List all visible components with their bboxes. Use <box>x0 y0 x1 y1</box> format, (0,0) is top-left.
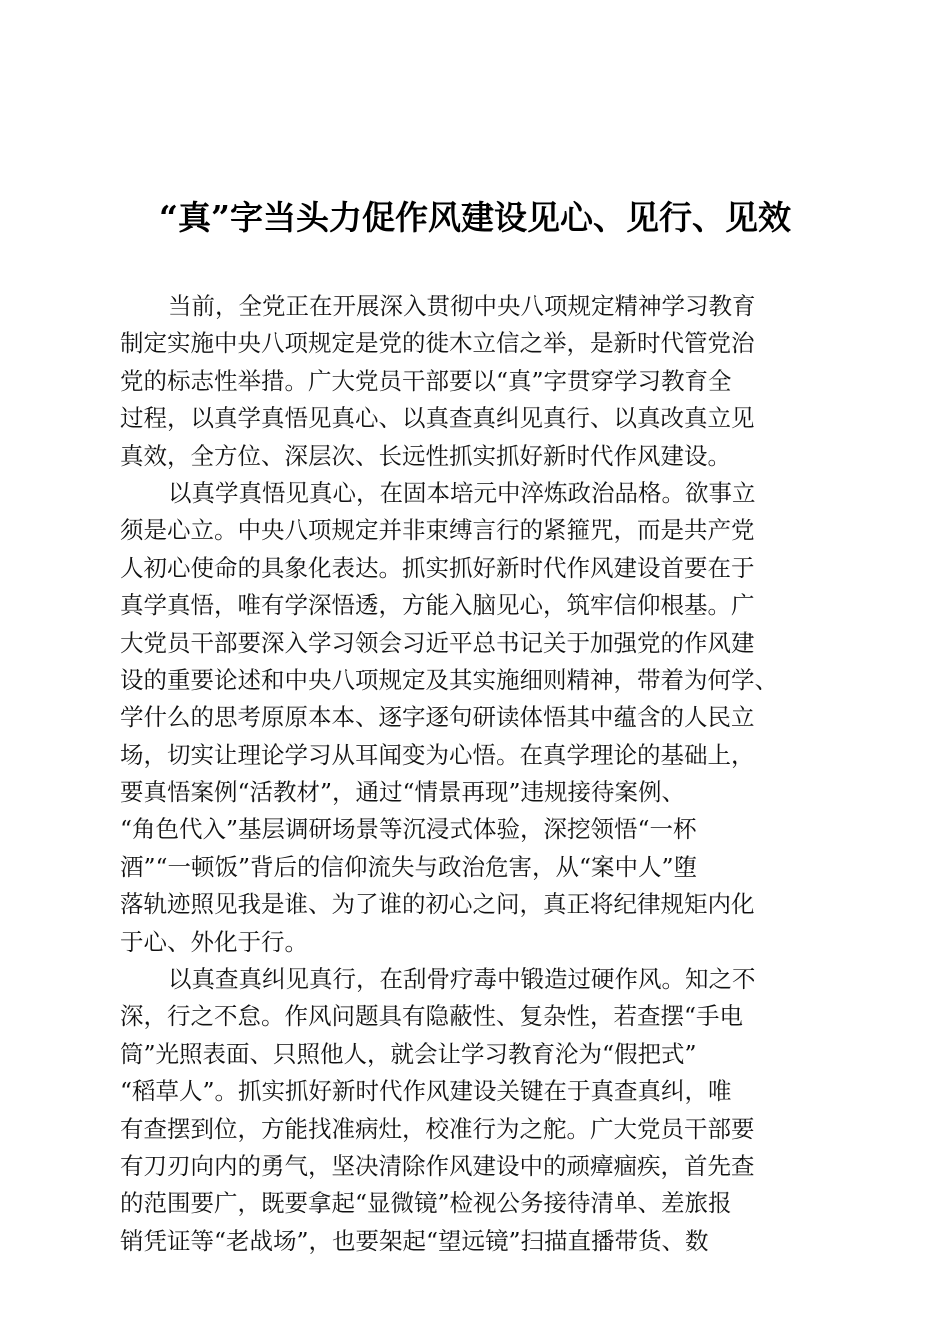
document-body <box>120 288 832 1260</box>
paragraph-line: 以真学真悟见真心，在固本培元中淬炼政治品格。欲事立 <box>168 478 756 507</box>
paragraph-line: 真学真悟，唯有学深悟透，方能入脑见心，筑牢信仰根基。广 <box>120 591 755 620</box>
paragraph-line: 真效，全方位、深层次、长远性抓实抓好新时代作风建设。 <box>120 441 731 470</box>
paragraph-line: 学什么的思考原原本本、逐字逐句研读体悟其中蕴含的人民立 <box>120 703 755 732</box>
paragraph-line: 过程，以真学真悟见真心、以真查真纠见真行、以真改真立见 <box>120 404 755 433</box>
paragraph-line: 深，行之不怠。作风问题具有隐蔽性、复杂性，若查摆“手电 <box>120 1002 744 1031</box>
paragraph-line: “角色代入”基层调研场景等沉浸式体验，深挖领悟“一杯 <box>120 815 697 844</box>
paragraph-line: 要真悟案例“活教材”，通过“情景再现”违规接待案例、 <box>120 778 686 807</box>
paragraph-line: 当前，全党正在开展深入贯彻中央八项规定精神学习教育 <box>168 292 756 320</box>
paragraph-line: 党的标志性举措。广大党员干部要以“真”字贯穿学习教育全 <box>120 366 732 395</box>
document-title: “真”字当头力促作风建设见心、见行、见效 <box>159 198 791 237</box>
paragraph-line: 的范围要广，既要拿起“显微镜”检视公务接待清单、差旅报 <box>120 1189 732 1218</box>
paragraph-line: “稻草人”。抓实抓好新时代作风建设关键在于真查真纠，唯 <box>120 1077 732 1106</box>
paragraph-line: 筒”光照表面、只照他人，就会让学习教育沦为“假把式” <box>120 1039 697 1068</box>
paragraph-line: 有刀刃向内的勇气，坚决清除作风建设中的顽瘴痼疾，首先查 <box>120 1151 755 1180</box>
paragraph-line: 酒”“一顿饭”背后的信仰流失与政治危害，从“案中人”堕 <box>120 852 698 881</box>
paragraph-line: 须是心立。中央八项规定并非束缚言行的紧箍咒，而是共产党 <box>120 516 755 545</box>
paragraph-line: 设的重要论述和中央八项规定及其实施细则精神，带着为何学、 <box>120 665 778 694</box>
paragraph-line: 人初心使命的具象化表达。抓实抓好新时代作风建设首要在于 <box>120 553 755 582</box>
paragraph-line: 有查摆到位，方能找准病灶，校准行为之舵。广大党员干部要 <box>120 1114 755 1143</box>
paragraph-line: 制定实施中央八项规定是党的徙木立信之举，是新时代管党治 <box>120 329 755 358</box>
paragraph-line: 落轨迹照见我是谁、为了谁的初心之问，真正将纪律规矩内化 <box>120 890 755 919</box>
paragraph-line: 场，切实让理论学习从耳闻变为心悟。在真学理论的基础上， <box>120 740 755 769</box>
paragraph-line: 于心、外化于行。 <box>120 927 308 956</box>
paragraph-line: 销凭证等“老战场”，也要架起“望远镜”扫描直播带货、数 <box>120 1226 709 1255</box>
paragraph-line: 以真查真纠见真行，在刮骨疗毒中锻造过硬作风。知之不 <box>168 965 756 994</box>
paragraph-line: 大党员干部要深入学习领会习近平总书记关于加强党的作风建 <box>120 628 755 657</box>
